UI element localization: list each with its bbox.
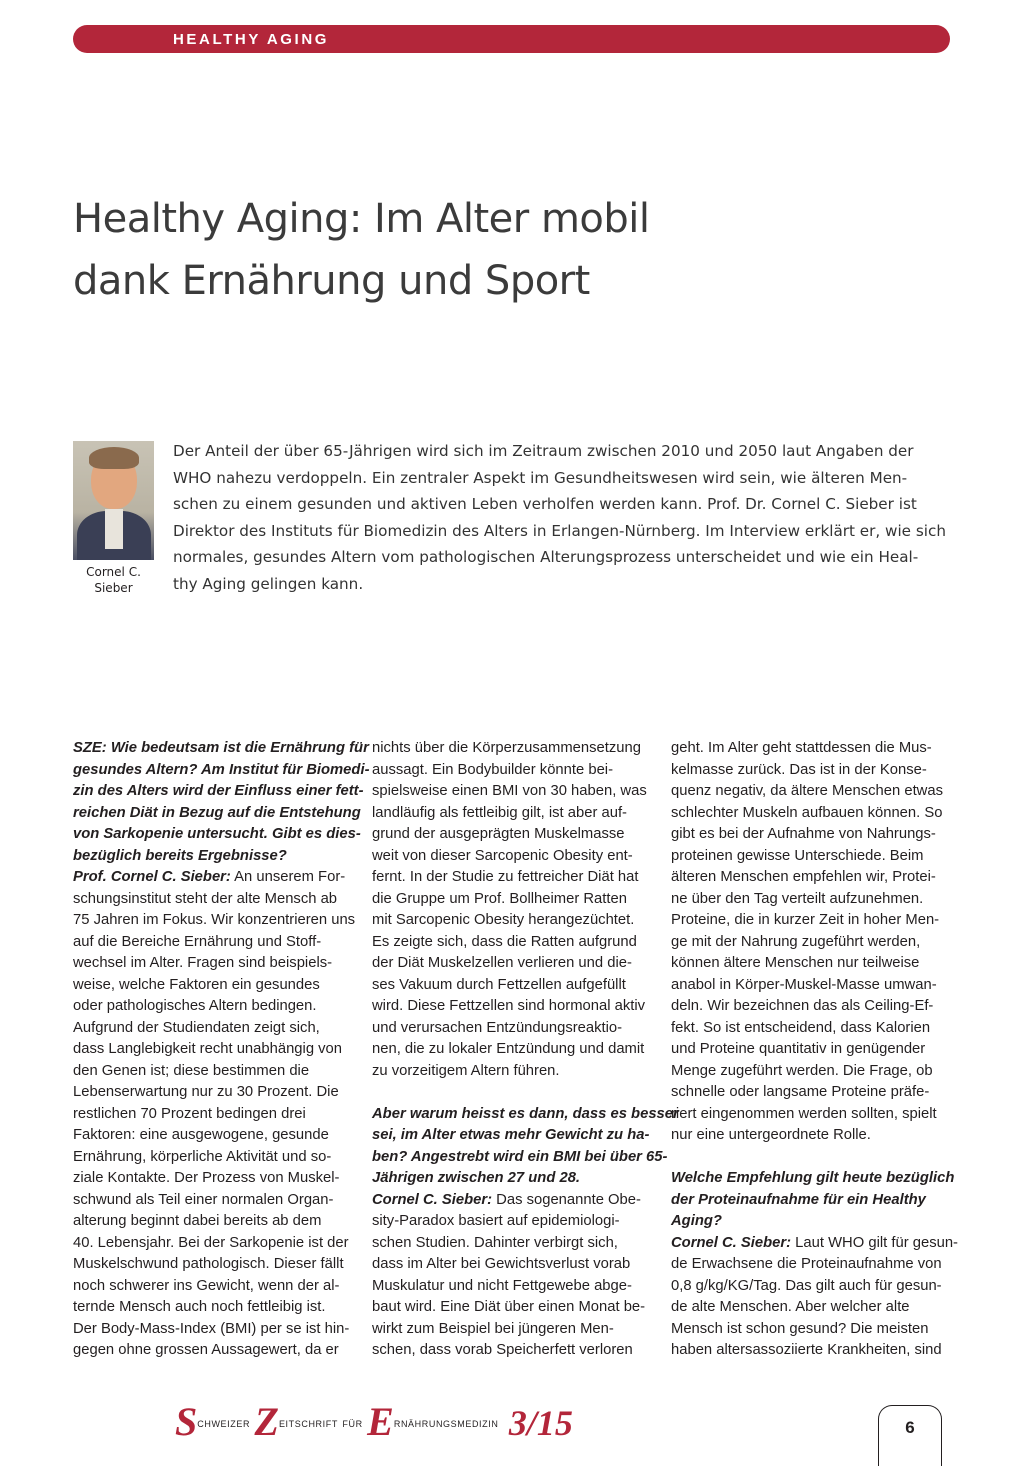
section-banner (73, 25, 950, 53)
photo-caption: Cornel C. Sieber (86, 565, 141, 595)
journal-logo: $S^{CHWEIZER}$ $Z^{EITSCHRIFT}$ $^{FÜR}$ $E^{RNÄHRUNGSMEDIZIN}$ 3/15 (175, 1399, 573, 1444)
page-number: 6 (905, 1418, 915, 1437)
text-column-3: geht. Im Alter geht stattdessen die Mus- kelmasse zurück. Das ist in der Konse- quenz negativ, da ältere Menschen etwas schlechter Muskeln aufbauen können. So gibt es bei der Aufnahme von Nahrungs- proteinen gewisse Unterschiede. Beim älteren Menschen empfehlen wir, Protei- ne über den Tag verteilt aufzunehmen. Proteine, die in kurzer Zeit in hoher Men- ge mit der Nahrung zugeführt werden, können ältere Menschen nur teilweise anabol in Körper-Muskel-Masse umwan- deln. Wir bezeichnen das als Ceiling-Ef- fekt. So ist entscheidend, dass Kalorien und Proteine quantitativ in genügender Menge zugeführt werden. Die Frage, ob schnelle oder langsame Proteine präfe- riert eingenommen werden sollten, spielt nur eine untergeordnete Rolle. Welche Empfehlung gilt heute bezüglich der Proteinaufnahme für ein Healthy Aging? Cornel C. Sieber: Laut WHO gilt für gesun- de Erwachsene die Proteinaufnahme von 0,8 g/kg/KG/Tag. Das gilt auch für gesun- de alte Menschen. Aber welcher alte Mensch ist schon gesund? Die meisten haben altersassoziierte Krankheiten, sind (671, 740, 958, 1358)
title-line: dank Ernährung und Sport (73, 258, 590, 304)
section-label: HEALTHY AGING (173, 31, 330, 48)
speaker-label: Cornel C. Sieber: (372, 1191, 493, 1208)
speaker-label: Prof. Cornel C. Sieber: (73, 869, 231, 885)
page-number-tab (878, 1405, 942, 1466)
title-line: Healthy Aging: Im Alter mobil (73, 196, 650, 242)
issue-number: 3/15 (508, 1403, 573, 1443)
intro-paragraph: Der Anteil der über 65-Jährigen wird sich im Zeitraum zwischen 2010 und 2050 laut Angaben der WHO nahezu verdoppeln. Ein zentraler Aspekt im Gesundheitswesen wird sein, wie älteren Men- schen zu einem gesunden und aktiven Leben verholfen werden kann. Prof. Dr. Cornel C. Sieber ist Direktor des Instituts für Biomedizin des Alters in Erlangen-Nürnberg. Im Interview erklärt er, wie sich normales, gesundes Altern vom pathologischen Alterungsprozess unterscheidet und wie ein Heal- thy Aging gelingen kann. (173, 442, 946, 593)
speaker-label: Cornel C. Sieber: (671, 1234, 792, 1251)
text-column-1: SZE: Wie bedeutsam ist die Ernährung für gesundes Altern? Am Institut für Biomedi- zin des Alters wird der Einfluss einer fett- reichen Diät in Bezug auf die Entstehung von Sarkopenie untersucht. Gibt es dies- bezüglich bereits Ergebnisse? Prof. Cornel C. Sieber: An unserem For- schungsinstitut steht der alte Mensch ab 75 Jahren im Fokus. Wir konzentrieren uns auf die Bereiche Ernährung und Stoff- wechsel im Alter. Fragen sind beispiels- weise, welche Faktoren ein gesundes oder pathologisches Altern bedingen. Aufgrund der Studiendaten zeigt sich, dass Langlebigkeit recht unabhängig von den Genen ist; diese bestimmen die Lebenserwartung nur zu 30 Prozent. Die restlichen 70 Prozent bedingen drei Faktoren: eine ausgewogene, gesunde Ernährung, körperliche Aktivität und so- ziale Kontakte. Der Prozess von Muskel- schwund als Teil einer normalen Organ- alterung beginnt dabei bereits ab dem 40. Lebensjahr. Bei der Sarkopenie ist der Muskelschwund pathologisch. Dieser fällt noch schwerer ins Gewicht, wenn der al- ternde Mensch auch noch fettleibig ist. Der Body-Mass-Index (BMI) per se ist hin- gegen ohne grossen Aussagewert, da er (73, 740, 370, 1358)
author-photo (73, 441, 154, 560)
text-column-2: nichts über die Körperzusammensetzung aussagt. Ein Bodybuilder könnte bei- spielsweise einen BMI von 30 haben, was landläufig als fettleibig gilt, ist aber auf- grund der ausgeprägten Muskelmasse weit von dieser Sarcopenic Obesity ent- fernt. In der Studie zu fettreicher Diät hat die Gruppe um Prof. Bollheimer Ratten mit Sarcopenic Obesity herangezüchtet. Es zeigte sich, dass die Ratten aufgrund der Diät Muskelzellen verlieren und die- ses Vakuum durch Fettzellen aufgefüllt wird. Diese Fettzellen sind hormonal aktiv und verursachen Entzündungsreaktio- nen, die zu lokaler Entzündung und damit zu vorzeitigem Altern führen. Aber warum heisst es dann, dass es besser sei, im Alter etwas mehr Gewicht zu ha- ben? Angestrebt wird ein BMI bei über 65- Jährigen zwischen 27 und 28. Cornel C. Sieber: Das sogenannte Obe- sity-Paradox basiert auf epidemiologi- schen Studien. Dahinter verbirgt sich, dass im Alter bei Gewichtsverlust vorab Muskulatur und nicht Fettgewebe abge- baut wird. Eine Diät über einen Monat be- wirkt zum Beispiel bei jüngeren Men- schen, dass vorab Speicherfett verloren (372, 740, 679, 1358)
article-title (73, 188, 650, 312)
